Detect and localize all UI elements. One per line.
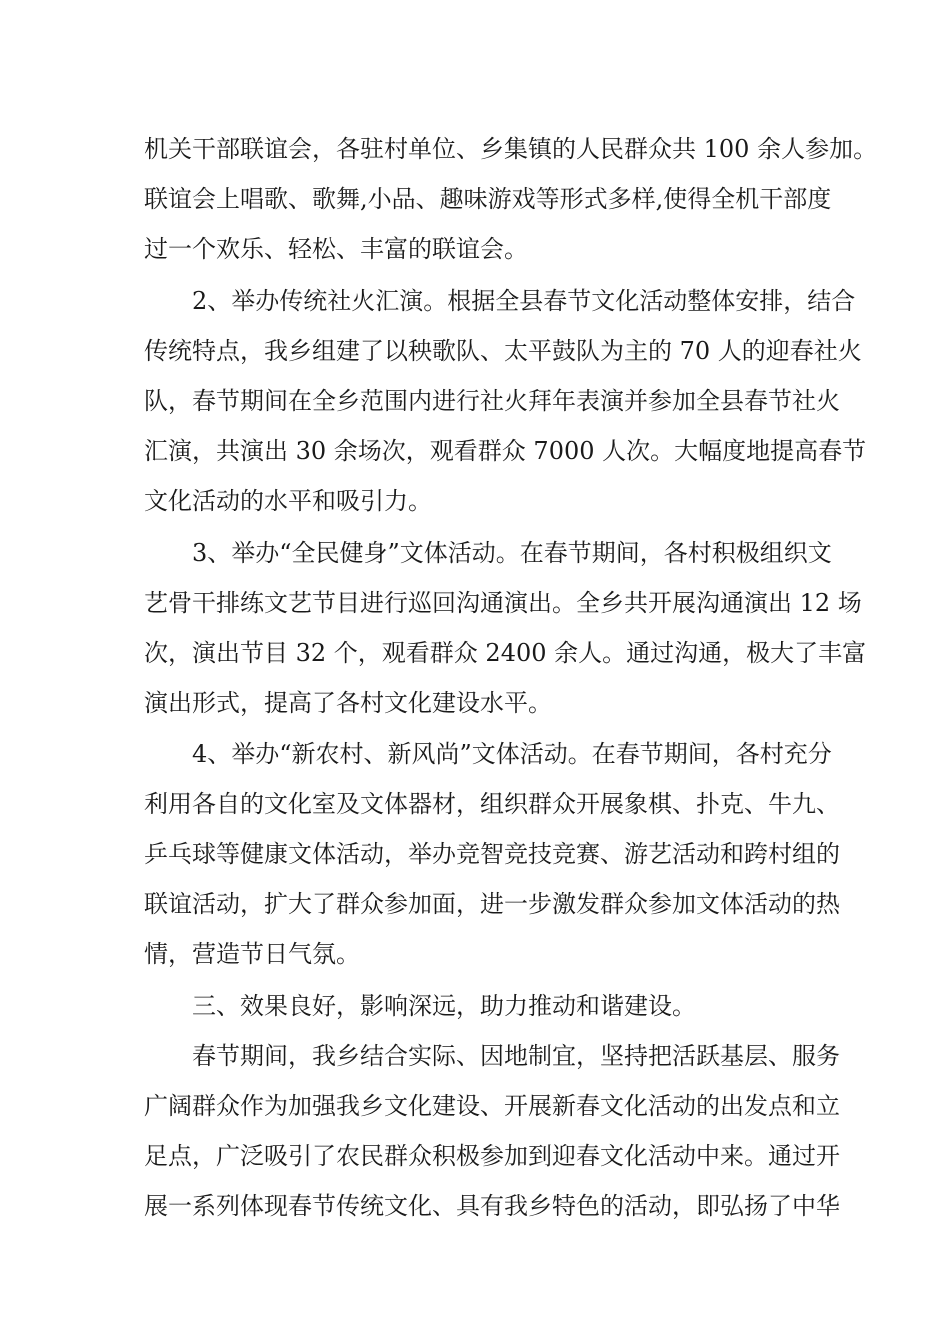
body-line: 艺骨干排练文艺节目进行巡回沟通演出。全乡共开展沟通演出 12 场	[144, 589, 862, 617]
body-line: 乒乓球等健康文体活动，举办竞智竞技竞赛、游艺活动和跨村组的	[144, 840, 840, 868]
body-line: 联谊活动，扩大了群众参加面，进一步激发群众参加文体活动的热	[144, 890, 840, 918]
body-line: 次，演出节目 32 个，观看群众 2400 余人。通过沟通，极大了丰富	[144, 639, 867, 667]
paragraph-first-line: 春节期间，我乡结合实际、因地制宜，坚持把活跃基层、服务	[192, 1042, 840, 1070]
body-line: 文化活动的水平和吸引力。	[144, 487, 432, 515]
body-line: 传统特点，我乡组建了以秧歌队、太平鼓队为主的 70 人的迎春社火	[144, 337, 862, 365]
paragraph-first-line: 3、举办“全民健身”文体活动。在春节期间，各村积极组织文	[192, 539, 832, 567]
body-line: 利用各自的文化室及文体器材，组织群众开展象棋、扑克、牛九、	[144, 790, 840, 818]
body-line: 广阔群众作为加强我乡文化建设、开展新春文化活动的出发点和立	[144, 1092, 840, 1120]
body-line: 情，营造节日气氛。	[144, 940, 360, 968]
paragraph-first-line: 2、举办传统社火汇演。根据全县春节文化活动整体安排，结合	[192, 287, 856, 315]
body-line: 联谊会上唱歌、歌舞,小品、趣味游戏等形式多样,使得全机干部度	[144, 185, 832, 213]
section-heading: 三、效果良好，影响深远，助力推动和谐建设。	[192, 992, 696, 1020]
body-line: 过一个欢乐、轻松、丰富的联谊会。	[144, 235, 528, 263]
body-line: 足点，广泛吸引了农民群众积极参加到迎春文化活动中来。通过开	[144, 1142, 840, 1170]
body-line: 机关干部联谊会，各驻村单位、乡集镇的人民群众共 100 余人参加。	[144, 135, 878, 163]
body-line: 队，春节期间在全乡范围内进行社火拜年表演并参加全县春节社火	[144, 387, 840, 415]
paragraph-first-line: 4、举办“新农村、新风尚”文体活动。在春节期间，各村充分	[192, 740, 832, 768]
body-line: 汇演，共演出 30 余场次，观看群众 7000 人次。大幅度地提高春节	[144, 437, 867, 465]
body-line: 演出形式，提高了各村文化建设水平。	[144, 689, 552, 717]
body-line: 展一系列体现春节传统文化、具有我乡特色的活动，即弘扬了中华	[144, 1192, 840, 1220]
